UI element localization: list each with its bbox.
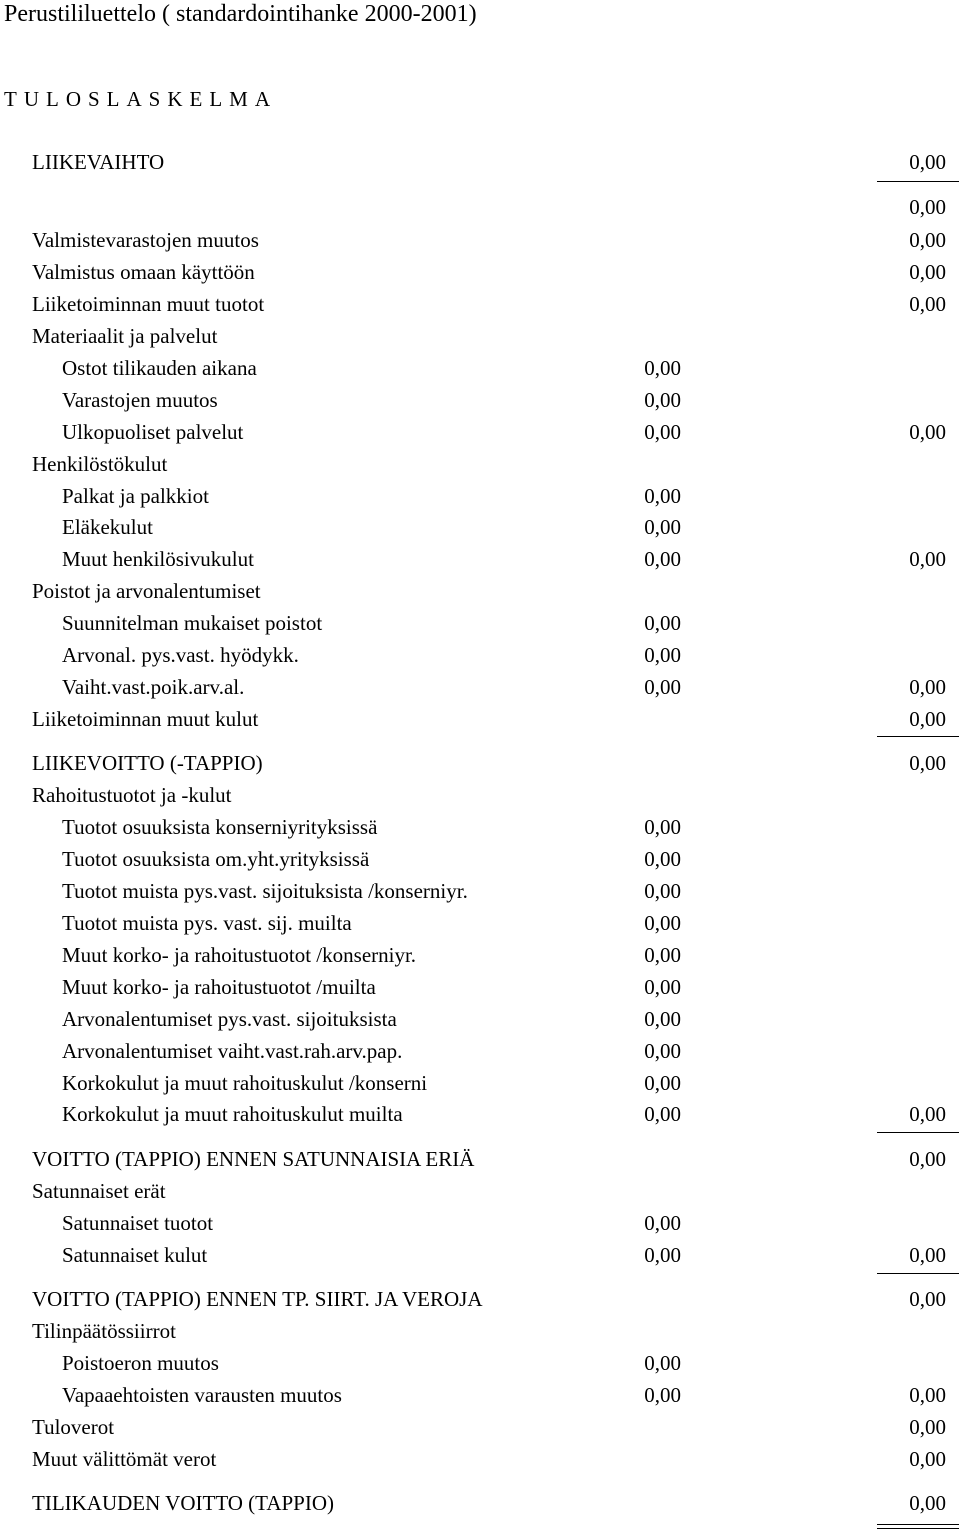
table-row	[0, 1414, 960, 1440]
subtotal-value: 0,00	[644, 1007, 681, 1031]
total-value: 0,00	[909, 1383, 946, 1407]
table-row	[0, 1318, 960, 1344]
table-row	[0, 546, 960, 572]
row-label: Valmistus omaan käyttöön	[32, 260, 255, 284]
row-label: Poistot ja arvonalentumiset	[32, 579, 261, 603]
table-row	[0, 1070, 960, 1096]
subtotal-value: 0,00	[644, 356, 681, 380]
total-value: 0,00	[909, 260, 946, 284]
total-value: 0,00	[909, 1102, 946, 1126]
subtotal-value: 0,00	[644, 911, 681, 935]
row-label: Satunnaiset kulut	[62, 1243, 208, 1267]
table-row	[0, 1210, 960, 1236]
row-label: Rahoitustuotot ja -kulut	[32, 783, 232, 807]
row-label: Eläkekulut	[62, 515, 153, 539]
table-row	[0, 1146, 960, 1172]
table-row	[0, 323, 960, 349]
row-label: Muut korko- ja rahoitustuotot /muilta	[62, 975, 376, 999]
final-total-double-underline	[877, 1524, 959, 1529]
table-row	[0, 259, 960, 285]
total-value: 0,00	[909, 751, 946, 775]
table-row	[0, 578, 960, 604]
total-value: 0,00	[909, 292, 946, 316]
table-row	[0, 974, 960, 1000]
row-label: Korkokulut ja muut rahoituskulut /konserni	[62, 1071, 428, 1095]
table-row	[0, 1101, 960, 1127]
table-row	[0, 846, 960, 872]
subtotal-value: 0,00	[644, 1243, 681, 1267]
table-row	[0, 387, 960, 413]
table-row	[0, 910, 960, 936]
row-label: Ulkopuoliset palvelut	[62, 420, 244, 444]
table-row	[0, 1006, 960, 1032]
row-label: LIIKEVOITTO (-TAPPIO)	[32, 751, 263, 775]
table-row	[0, 642, 960, 668]
row-label: Tuotot osuuksista om.yht.yrityksissä	[62, 847, 370, 871]
row-label: Arvonalentumiset pys.vast. sijoituksista	[62, 1007, 397, 1031]
row-label: Tuotot osuuksista konserniyrityksissä	[62, 815, 378, 839]
row-label: Vaiht.vast.poik.arv.al.	[62, 675, 245, 699]
row-label: Muut henkilösivukulut	[62, 547, 254, 571]
subtotal-value: 0,00	[644, 1351, 681, 1375]
row-label: Valmistevarastojen muutos	[32, 228, 259, 252]
table-row	[0, 942, 960, 968]
table-row	[0, 1490, 960, 1516]
row-label: Suunnitelman mukaiset poistot	[62, 611, 323, 635]
row-label: Liiketoiminnan muut kulut	[32, 707, 259, 731]
subtotal-value: 0,00	[644, 1039, 681, 1063]
subtotal-value: 0,00	[644, 1102, 681, 1126]
row-label: Tuotot muista pys. vast. sij. muilta	[62, 911, 352, 935]
table-row	[0, 419, 960, 445]
table-row	[0, 610, 960, 636]
row-label: Tuotot muista pys.vast. sijoituksista /konserniyr.	[62, 879, 468, 903]
row-label: Henkilöstökulut	[32, 452, 168, 476]
subtotal-value: 0,00	[644, 975, 681, 999]
table-row	[0, 706, 960, 732]
table-row	[0, 355, 960, 381]
table-row	[0, 782, 960, 808]
row-label: Liiketoiminnan muut tuotot	[32, 292, 265, 316]
total-value: 0,00	[909, 1287, 946, 1311]
total-value: 0,00	[909, 1243, 946, 1267]
table-row	[0, 1178, 960, 1204]
table-row	[0, 227, 960, 253]
row-label: Tilinpäätössiirrot	[32, 1319, 176, 1343]
total-value: 0,00	[909, 1147, 946, 1171]
subtotal-value: 0,00	[644, 943, 681, 967]
table-row	[0, 1286, 960, 1312]
row-label: Arvonal. pys.vast. hyödykk.	[62, 643, 299, 667]
row-label: Ostot tilikauden aikana	[62, 356, 257, 380]
subtotal-value: 0,00	[644, 547, 681, 571]
table-row	[0, 814, 960, 840]
table-row	[0, 1350, 960, 1376]
total-value: 0,00	[909, 1447, 946, 1471]
total-value: 0,00	[909, 1491, 946, 1515]
table-row	[0, 194, 960, 220]
subtotal-value: 0,00	[644, 675, 681, 699]
total-value: 0,00	[909, 707, 946, 731]
total-underline	[877, 1273, 959, 1274]
total-underline	[877, 1132, 959, 1133]
total-underline	[877, 736, 959, 737]
row-label: Materiaalit ja palvelut	[32, 324, 218, 348]
subtotal-value: 0,00	[644, 1211, 681, 1235]
row-label: Tuloverot	[32, 1415, 115, 1439]
table-row	[0, 483, 960, 509]
total-underline	[877, 181, 959, 182]
row-label: Satunnaiset tuotot	[62, 1211, 214, 1235]
table-row	[0, 1038, 960, 1064]
total-value: 0,00	[909, 150, 946, 174]
row-label: Varastojen muutos	[62, 388, 218, 412]
table-row	[0, 149, 960, 175]
subtotal-value: 0,00	[644, 388, 681, 412]
subtotal-value: 0,00	[644, 611, 681, 635]
table-row	[0, 1382, 960, 1408]
table-row	[0, 291, 960, 317]
row-label: Muut välittömät verot	[32, 1447, 217, 1471]
total-value: 0,00	[909, 1415, 946, 1439]
row-label: VOITTO (TAPPIO) ENNEN SATUNNAISIA ERIÄ	[32, 1147, 475, 1171]
subtotal-value: 0,00	[644, 1383, 681, 1407]
subtotal-value: 0,00	[644, 1071, 681, 1095]
table-row	[0, 878, 960, 904]
row-label: Poistoeron muutos	[62, 1351, 219, 1375]
total-value: 0,00	[909, 195, 946, 219]
table-row	[0, 451, 960, 477]
row-label: VOITTO (TAPPIO) ENNEN TP. SIIRT. JA VEROJA	[32, 1287, 483, 1311]
row-label: LIIKEVAIHTO	[32, 150, 165, 174]
table-row	[0, 1446, 960, 1472]
subtotal-value: 0,00	[644, 815, 681, 839]
total-value: 0,00	[909, 675, 946, 699]
row-label: Palkat ja palkkiot	[62, 484, 209, 508]
subtotal-value: 0,00	[644, 515, 681, 539]
table-row	[0, 514, 960, 540]
subtotal-value: 0,00	[644, 484, 681, 508]
subtotal-value: 0,00	[644, 420, 681, 444]
table-row	[0, 750, 960, 776]
page-title: Perustililuettelo ( standardointihanke 2000-2001)	[4, 1, 477, 27]
total-value: 0,00	[909, 228, 946, 252]
row-label: Muut korko- ja rahoitustuotot /konserniyr.	[62, 943, 417, 967]
total-value: 0,00	[909, 420, 946, 444]
row-label: Arvonalentumiset vaiht.vast.rah.arv.pap.	[62, 1039, 403, 1063]
table-row	[0, 1242, 960, 1268]
row-label: Satunnaiset erät	[32, 1179, 166, 1203]
total-value: 0,00	[909, 547, 946, 571]
row-label: TILIKAUDEN VOITTO (TAPPIO)	[32, 1491, 334, 1515]
section-heading: TULOSLASKELMA	[4, 87, 277, 111]
row-label: Vapaaehtoisten varausten muutos	[62, 1383, 342, 1407]
row-label: Korkokulut ja muut rahoituskulut muilta	[62, 1102, 403, 1126]
subtotal-value: 0,00	[644, 879, 681, 903]
subtotal-value: 0,00	[644, 847, 681, 871]
subtotal-value: 0,00	[644, 643, 681, 667]
table-row	[0, 674, 960, 700]
